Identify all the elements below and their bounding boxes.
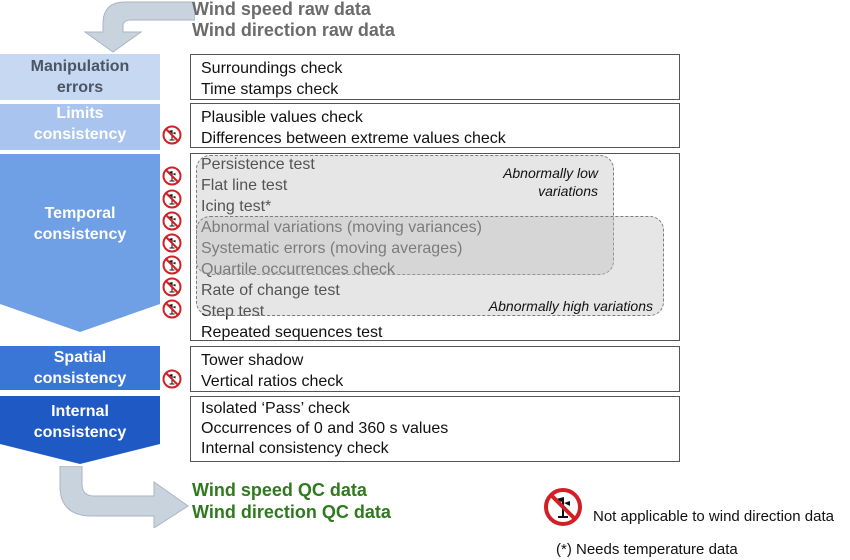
- stage-limits: Limits consistency: [33, 105, 127, 143]
- checks-manipulation: [190, 54, 680, 100]
- stage-spatial: Spatial consistency: [33, 349, 127, 387]
- checks-limits: [190, 103, 680, 148]
- check-item: Repeated sequences test: [201, 324, 383, 341]
- check-item: Rate of change test: [201, 282, 340, 299]
- no-wind-vane-icon: [162, 189, 182, 209]
- check-item: Differences between extreme values check: [201, 130, 506, 147]
- check-item: Plausible values check: [201, 109, 363, 126]
- check-item: Surroundings check: [201, 60, 343, 77]
- no-wind-vane-icon: [162, 255, 182, 275]
- check-item: Flat line test: [201, 177, 288, 194]
- check-item: Occurrences of 0 and 360 s values: [201, 420, 449, 437]
- check-item: Time stamps check: [201, 81, 339, 98]
- check-item: Tower shadow: [201, 352, 304, 369]
- output-direction-label: Wind direction QC data: [192, 502, 391, 522]
- check-item: Internal consistency check: [201, 440, 389, 457]
- legend-temperature-note: (*) Needs temperature data: [556, 541, 738, 558]
- output-speed-label: Wind speed QC data: [192, 480, 367, 500]
- input-direction-label: Wind direction raw data: [192, 20, 395, 40]
- stage-manipulation: Manipulation errors: [30, 58, 130, 96]
- checks-internal: [190, 396, 680, 462]
- checks-spatial: [190, 346, 680, 392]
- check-item: Persistence test: [201, 156, 315, 173]
- output-arrow: [58, 466, 190, 528]
- stage-internal: Internal consistency: [33, 403, 127, 441]
- no-wind-vane-icon: [162, 369, 182, 389]
- stage-temporal: Temporal consistency: [33, 205, 127, 243]
- check-item: Step test: [201, 303, 265, 320]
- check-item: Abnormal variations (moving variances): [201, 219, 482, 236]
- group-high-label: Abnormally high variations: [488, 298, 653, 314]
- group-low-label: Abnormally low variations: [503, 165, 598, 199]
- check-item: Quartile occurrences check: [201, 261, 395, 278]
- no-wind-vane-icon: [162, 166, 182, 186]
- no-wind-vane-icon: [162, 299, 182, 319]
- check-item: Systematic errors (moving averages): [201, 240, 463, 257]
- legend-not-applicable: Not applicable to wind direction data: [593, 508, 834, 525]
- no-wind-vane-icon: [162, 277, 182, 297]
- no-wind-vane-icon: [162, 125, 182, 145]
- input-speed-label: Wind speed raw data: [192, 0, 371, 19]
- input-arrow: [55, 0, 195, 54]
- no-wind-vane-icon: [162, 211, 182, 231]
- no-wind-vane-icon: [543, 487, 583, 527]
- check-item: Isolated ‘Pass’ check: [201, 400, 350, 417]
- check-item: Icing test*: [201, 198, 272, 215]
- no-wind-vane-icon: [162, 233, 182, 253]
- check-item: Vertical ratios check: [201, 373, 344, 390]
